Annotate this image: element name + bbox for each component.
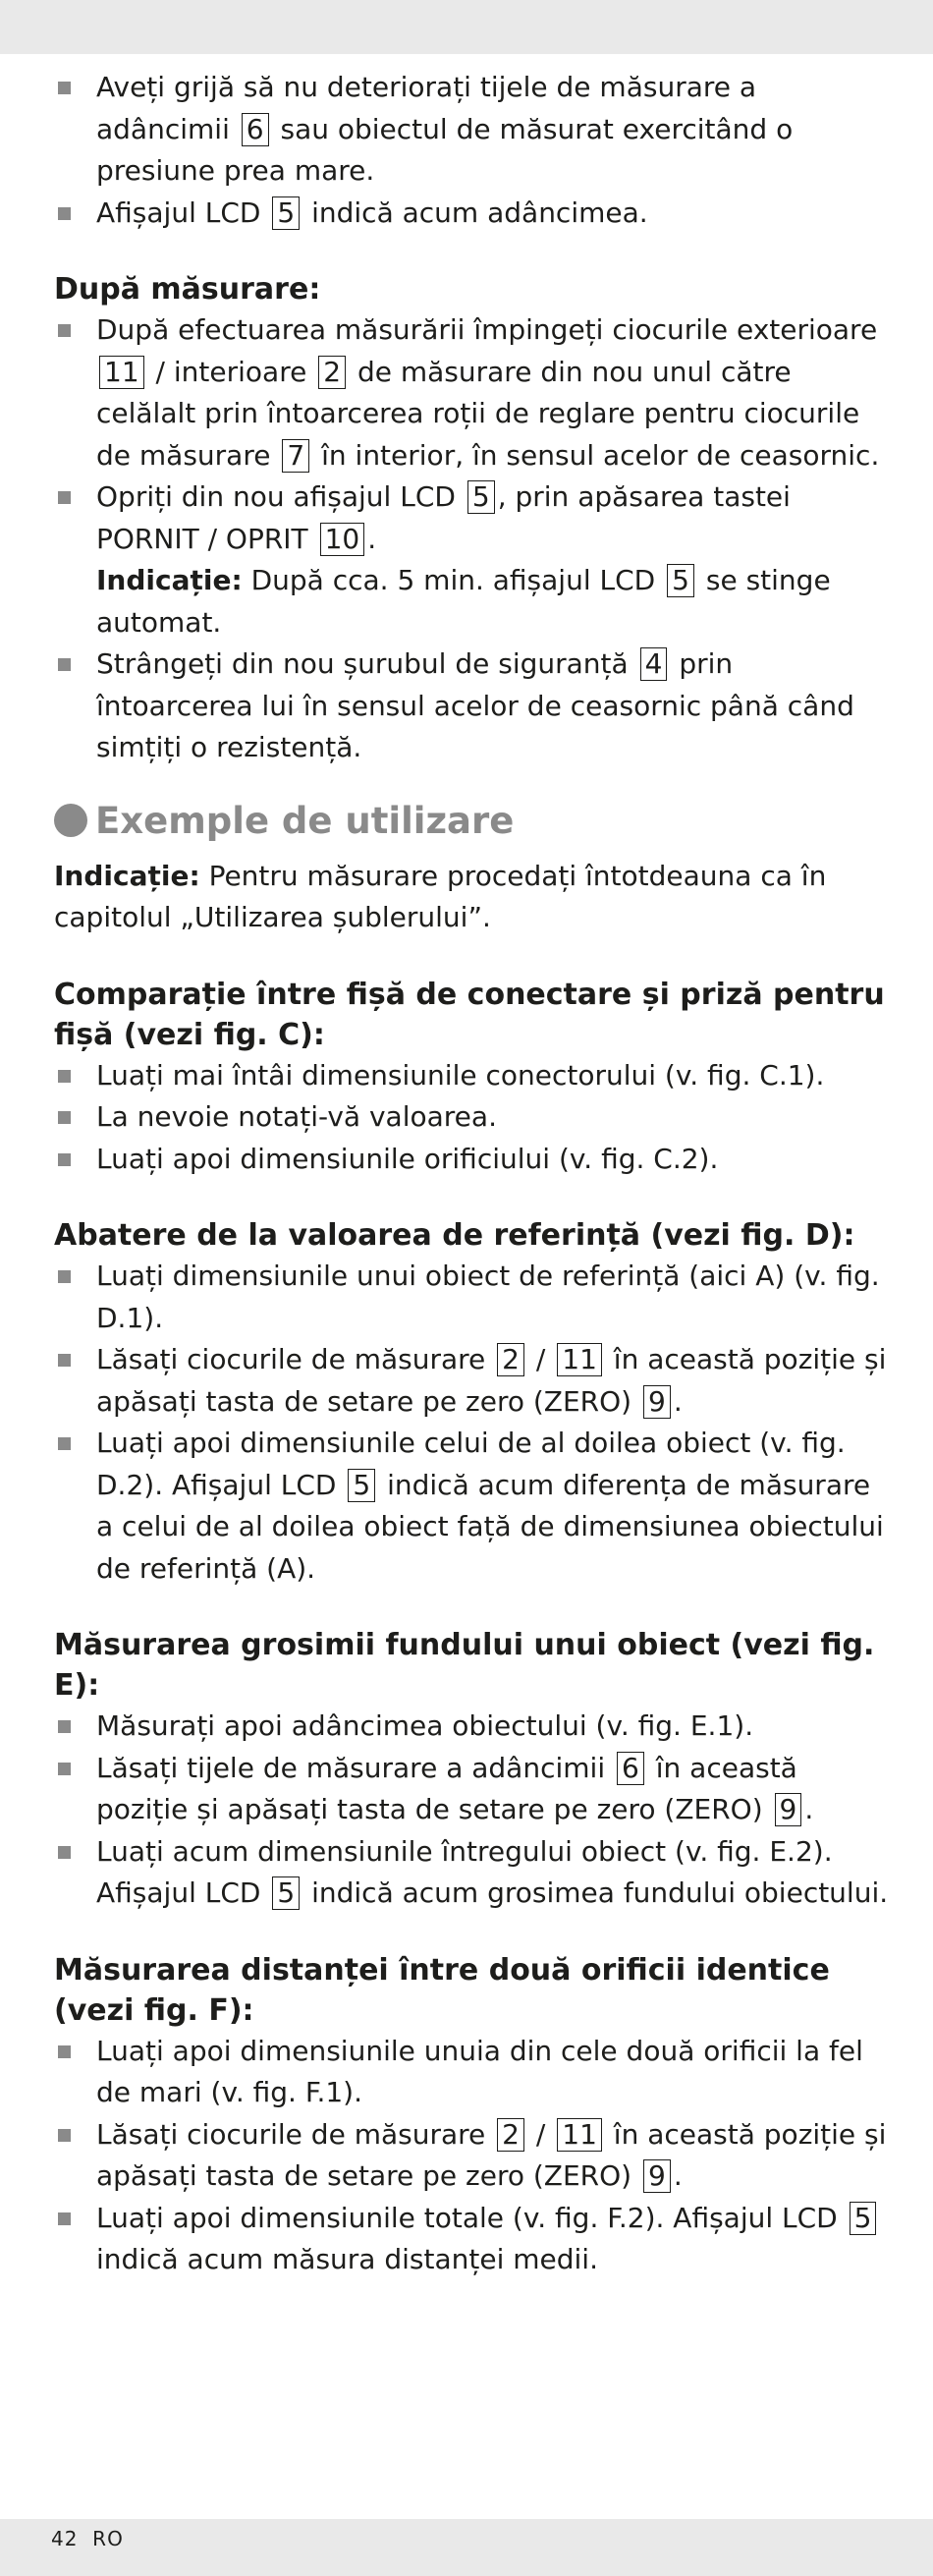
ref-number: 11	[99, 356, 144, 389]
list-item: Aveți grijă să nu deteriorați tijele de măsurare a adâncimii 6 sau obiectul de măsurat exercitând o presiune prea mare.	[54, 67, 889, 193]
after-measure-heading: După măsurare:	[54, 272, 321, 307]
ref-number: 9	[775, 1793, 802, 1826]
note-label: Indicație:	[54, 859, 200, 892]
ref-number: 5	[467, 480, 495, 514]
page-footer	[51, 2527, 124, 2550]
ref-number: 5	[272, 1876, 300, 1910]
list-item: Afișajul LCD 5 indică acum adâncimea.	[54, 193, 889, 235]
section-d-list	[54, 1256, 889, 1590]
ref-number: 11	[557, 2118, 602, 2152]
bullet-circle-icon	[54, 804, 87, 837]
section-c-heading: Comparație între fișă de conectare și priză pentru fișă (vezi fig. C):	[54, 977, 885, 1052]
examples-note: Indicație: Pentru măsurare procedați întotdeauna ca în capitolul „Utilizarea șublerului”.	[54, 859, 827, 933]
intro-list	[54, 67, 889, 234]
ref-number: 5	[667, 564, 694, 597]
ref-number: 9	[643, 2159, 671, 2193]
list-item: La nevoie notați-vă valoarea.	[54, 1096, 889, 1139]
ref-number: 5	[348, 1469, 375, 1502]
section-f-list	[54, 2031, 889, 2281]
section-e-list	[54, 1706, 889, 1915]
ref-number: 7	[282, 439, 309, 473]
list-item: Luați acum dimensiunile întregului obiect (v. fig. E.2). Afișajul LCD 5 indică acum grosimea fundului obiectului.	[54, 1831, 889, 1915]
list-item: Luați apoi dimensiunile unuia din cele două orificii la fel de mari (v. fig. F.1).	[54, 2031, 889, 2114]
section-e-heading: Măsurarea grosimii fundului unui obiect (vezi fig. E):	[54, 1628, 875, 1703]
list-item: Luați dimensiunile unui obiect de referință (aici A) (v. fig. D.1).	[54, 1256, 889, 1339]
top-band	[0, 0, 933, 54]
ref-number: 9	[643, 1385, 671, 1419]
list-item: Luați mai întâi dimensiunile conectorului (v. fig. C.1).	[54, 1055, 889, 1097]
ref-number: 2	[318, 356, 346, 389]
list-item: Măsurați apoi adâncimea obiectului (v. fig. E.1).	[54, 1706, 889, 1748]
page-number: 42	[51, 2527, 79, 2550]
section-f-heading: Măsurarea distanței între două orificii identice (vezi fig. F):	[54, 1952, 830, 2028]
ref-number: 5	[272, 196, 300, 230]
ref-number: 6	[242, 113, 269, 146]
ref-number: 2	[497, 1343, 524, 1376]
section-d-heading: Abatere de la valoarea de referință (vezi fig. D):	[54, 1218, 855, 1253]
ref-number: 10	[320, 523, 365, 556]
list-item: Luați apoi dimensiunile orificiului (v. fig. C.2).	[54, 1139, 889, 1181]
ref-number: 4	[640, 647, 668, 681]
list-item: Opriți din nou afișajul LCD 5 , prin apăsarea tastei PORNIT / OPRIT 10 . Indicație: După cca. 5 min. afișajul LCD 5 se stinge automat.	[54, 476, 889, 644]
list-item: Lăsați tijele de măsurare a adâncimii 6 în această poziție și apăsați tasta de setare pe zero (ZERO) 9 .	[54, 1748, 889, 1831]
list-item: Strângeți din nou șurubul de siguranță 4 prin întoarcerea lui în sensul acelor de ceasornic până când simțiți o rezistență.	[54, 644, 889, 769]
ref-number: 2	[497, 2118, 524, 2152]
list-item: Lăsați ciocurile de măsurare 2 / 11 în această poziție și apăsați tasta de setare pe zero (ZERO) 9 .	[54, 1339, 889, 1423]
list-item: Lăsați ciocurile de măsurare 2 / 11 în această poziție și apăsați tasta de setare pe zero (ZERO) 9 .	[54, 2114, 889, 2198]
ref-number: 6	[617, 1752, 644, 1785]
after-measure-list	[54, 309, 889, 769]
section-c-list	[54, 1055, 889, 1181]
list-item: Luați apoi dimensiunile totale (v. fig. F.2). Afișajul LCD 5 indică acum măsura distanței medii.	[54, 2198, 889, 2281]
ref-number: 11	[557, 1343, 602, 1376]
list-item: După efectuarea măsurării împingeți ciocurile exterioare 11 / interioare 2 de măsurare din nou unul către celălalt prin întoarcerea roții de reglare pentru ciocurile de măsurare 7 în interior, în sensul acelor de ceasornic.	[54, 309, 889, 476]
page-content	[54, 67, 889, 2281]
ref-number: 5	[850, 2202, 877, 2235]
list-item: Luați apoi dimensiunile celui de al doilea obiect (v. fig. D.2). Afișajul LCD 5 indică acum diferența de măsurare a celui de al doilea obiect față de dimensiunea obiectului de referință (A).	[54, 1423, 889, 1590]
section-title: Exemple de utilizare	[54, 797, 889, 846]
language-code: RO	[92, 2527, 124, 2550]
note-label: Indicație:	[96, 564, 243, 596]
footer-band	[0, 2519, 933, 2576]
